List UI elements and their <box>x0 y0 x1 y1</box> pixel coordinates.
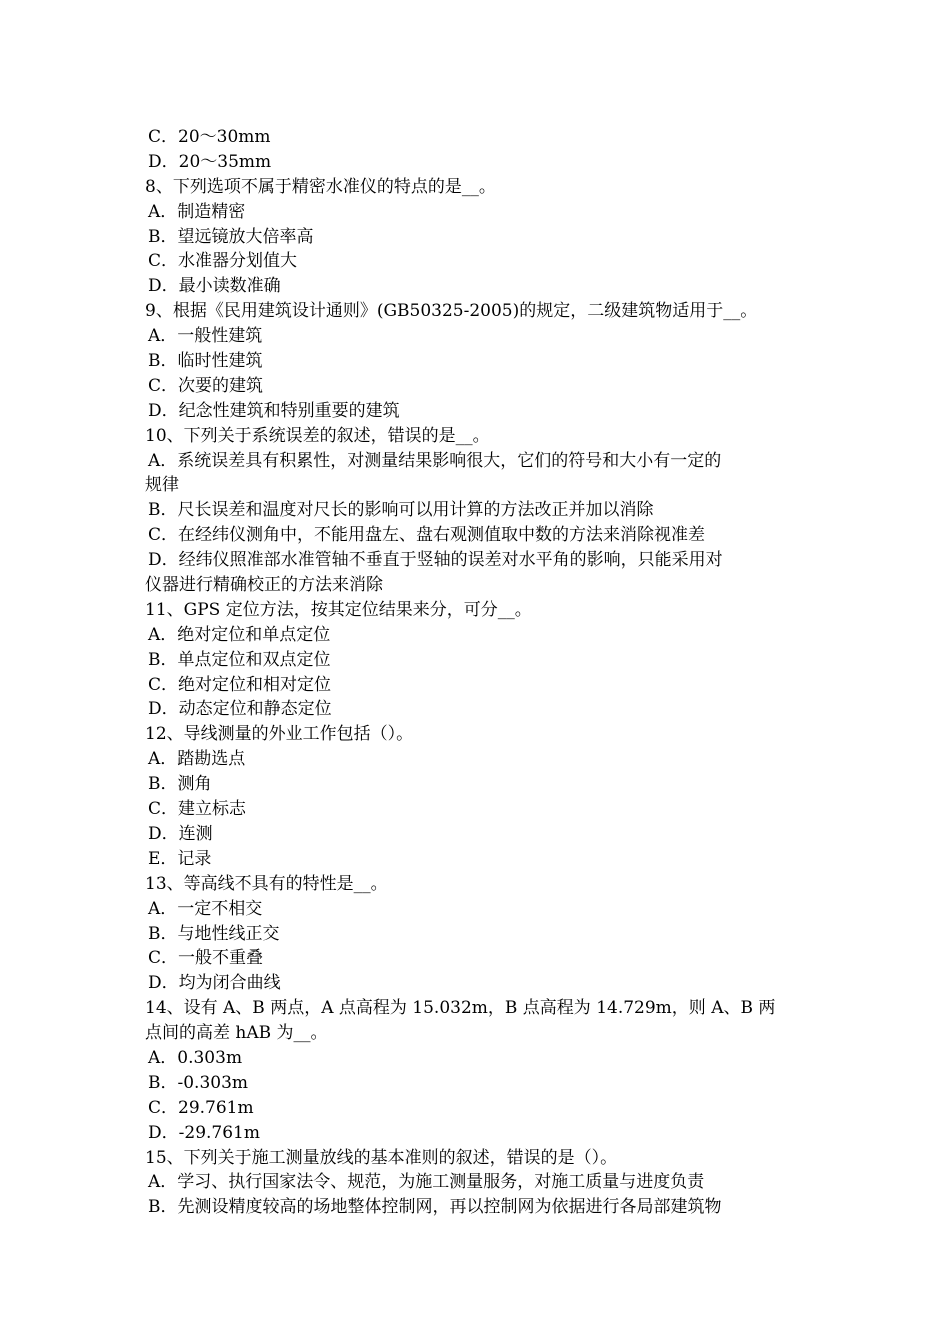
question-text: 14、设有 A、B 两点，A 点高程为 15.032m，B 点高程为 14.729m，则 A、B 两 <box>145 998 776 1019</box>
answer-option: B．望远镜放大倍率高 <box>148 226 314 247</box>
answer-option: C．建立标志 <box>148 799 247 820</box>
answer-option: C．绝对定位和相对定位 <box>148 674 332 695</box>
continuation-text: 仪器进行精确校正的方法来消除 <box>145 575 383 596</box>
answer-option: C．次要的建筑 <box>148 375 264 396</box>
answer-option: B．尺长误差和温度对尺长的影响可以用计算的方法改正并加以消除 <box>148 500 654 521</box>
answer-option: A．一定不相交 <box>148 898 263 919</box>
question-text: 15、下列关于施工测量放线的基本准则的叙述，错误的是（）。 <box>145 1147 618 1168</box>
answer-option: B．先测设精度较高的场地整体控制网，再以控制网为依据进行各局部建筑物 <box>148 1197 722 1218</box>
answer-option: C．20～30mm <box>148 127 271 147</box>
answer-option: A．制造精密 <box>148 201 246 222</box>
answer-option: D．纪念性建筑和特别重要的建筑 <box>148 400 400 421</box>
answer-option: D．动态定位和静态定位 <box>148 699 332 720</box>
question-text: 9、根据《民用建筑设计通则》(GB50325-2005)的规定，二级建筑物适用于__。 <box>145 301 758 322</box>
answer-option: A．系统误差具有积累性，对测量结果影响很大，它们的符号和大小有一定的 <box>148 450 722 471</box>
question-text: 13、等高线不具有的特性是__。 <box>145 873 388 894</box>
question-text: 10、下列关于系统误差的叙述，错误的是__。 <box>145 425 490 446</box>
answer-option: C．在经纬仪测角中，不能用盘左、盘右观测值取中数的方法来消除视准差 <box>148 525 706 546</box>
answer-option: B．临时性建筑 <box>148 351 263 372</box>
question-text: 12、导线测量的外业工作包括（）。 <box>145 724 414 745</box>
continuation-text: 规律 <box>145 475 179 496</box>
answer-option: A．踏勘选点 <box>148 749 246 770</box>
document-page <box>145 125 810 1220</box>
answer-option: D．20～35mm <box>148 151 272 172</box>
answer-option: C．水准器分划值大 <box>148 251 298 272</box>
answer-option: B．与地性线正交 <box>148 923 280 944</box>
answer-option: C．一般不重叠 <box>148 948 264 969</box>
answer-option: A．绝对定位和单点定位 <box>148 624 331 645</box>
answer-option: A．0.303m <box>148 1047 243 1068</box>
answer-option: E．记录 <box>148 848 212 869</box>
answer-option: A．学习、执行国家法令、规范，为施工测量服务，对施工质量与进度负责 <box>148 1172 705 1193</box>
answer-option: A．一般性建筑 <box>148 326 263 347</box>
continuation-text: 点间的高差 hAB 为__。 <box>145 1023 328 1044</box>
question-text: 11、GPS 定位方法，按其定位结果来分，可分__。 <box>145 599 532 620</box>
answer-option: D．经纬仪照准部水准管轴不垂直于竖轴的误差对水平角的影响，只能采用对 <box>148 550 723 571</box>
answer-option: D．连测 <box>148 823 213 844</box>
answer-option: B．测角 <box>148 774 212 795</box>
answer-option: C．29.761m <box>148 1097 254 1118</box>
answer-option: D．均为闭合曲线 <box>148 973 281 994</box>
answer-option: B．单点定位和双点定位 <box>148 649 331 670</box>
answer-option: D．最小读数准确 <box>148 276 281 297</box>
answer-option: D．-29.761m <box>148 1122 260 1143</box>
question-text: 8、下列选项不属于精密水准仪的特点的是__。 <box>145 176 496 197</box>
answer-option: B．-0.303m <box>148 1072 249 1093</box>
